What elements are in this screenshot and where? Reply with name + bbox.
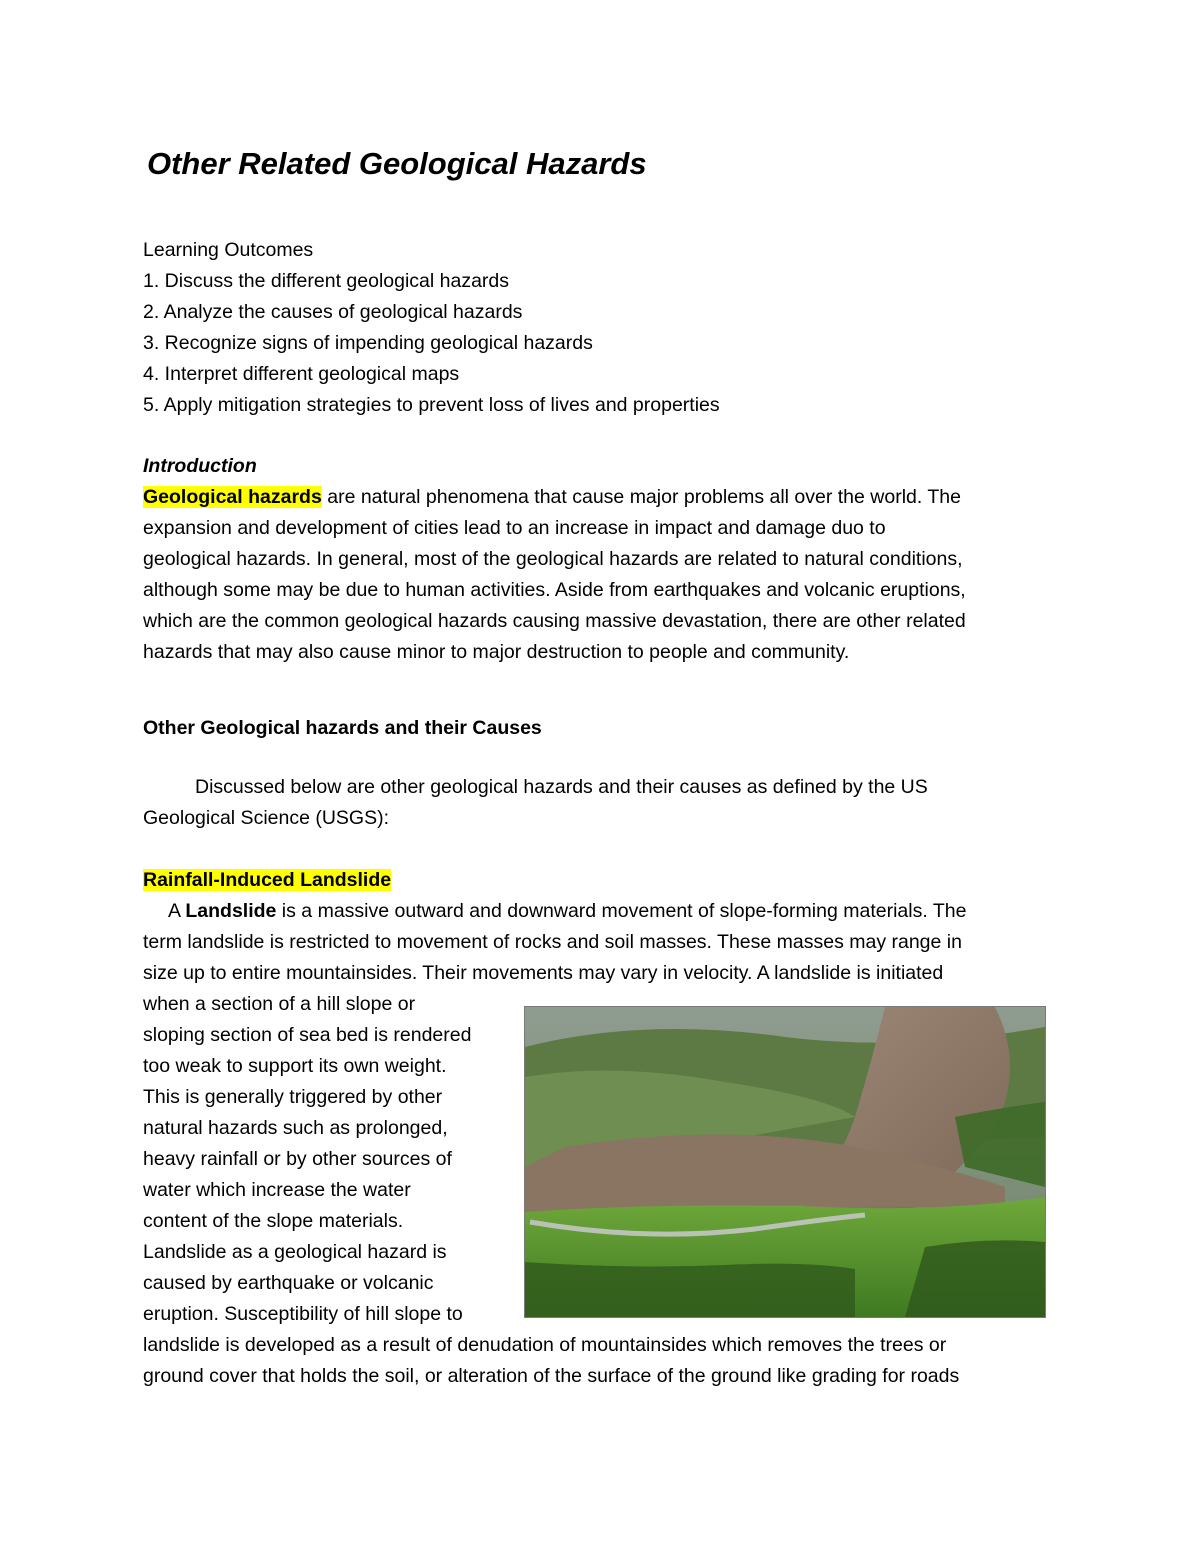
- section-heading: Other Geological hazards and their Causes: [143, 717, 542, 739]
- introduction-heading: Introduction: [143, 455, 257, 477]
- landslide-line: ground cover that holds the soil, or alteration of the surface of the ground like grading for roads: [143, 1365, 960, 1387]
- landslide-text: is a massive outward and downward movement of slope-forming materials. The: [276, 900, 967, 922]
- landslide-wrapped-line: eruption. Susceptibility of hill slope to: [143, 1303, 463, 1325]
- introduction-line: expansion and development of cities lead to an increase in impact and damage duo to: [143, 517, 886, 539]
- section-paragraph-line: Geological Science (USGS):: [143, 807, 390, 829]
- introduction-line: geological hazards. In general, most of the geological hazards are related to natural conditions,: [143, 548, 963, 570]
- landslide-term: Landslide: [185, 900, 277, 922]
- introduction-line: although some may be due to human activities. Aside from earthquakes and volcanic eruptions,: [143, 579, 966, 601]
- landslide-photo: [524, 1006, 1046, 1318]
- introduction-line: [143, 485, 961, 509]
- outcome-item: 5. Apply mitigation strategies to prevent loss of lives and properties: [143, 394, 720, 416]
- introduction-line: which are the common geological hazards causing massive devastation, there are other related: [143, 610, 966, 632]
- landslide-wrapped-line: Landslide as a geological hazard is: [143, 1241, 447, 1263]
- landslide-wrapped-line: content of the slope materials.: [143, 1210, 404, 1232]
- introduction-text: are natural phenomena that cause major problems all over the world. The: [321, 486, 961, 508]
- section-paragraph-line: Discussed below are other geological hazards and their causes as defined by the US: [195, 776, 928, 798]
- landslide-wrapped-line: too weak to support its own weight.: [143, 1055, 447, 1077]
- landslide-wrapped-line: sloping section of sea bed is rendered: [143, 1024, 472, 1046]
- landslide-heading-text: Rainfall-Induced Landslide: [143, 869, 392, 891]
- highlighted-term: Geological hazards: [143, 486, 322, 508]
- outcome-item: 1. Discuss the different geological hazards: [143, 270, 510, 292]
- introduction-line: hazards that may also cause minor to major destruction to people and community.: [143, 641, 850, 663]
- landslide-wrapped-line: natural hazards such as prolonged,: [143, 1117, 448, 1139]
- outcome-item: 3. Recognize signs of impending geological hazards: [143, 332, 593, 354]
- landslide-wrapped-line: This is generally triggered by other: [143, 1086, 443, 1108]
- landslide-photo-graphic: [525, 1007, 1045, 1317]
- landslide-line: size up to entire mountainsides. Their movements may vary in velocity. A landslide is initiated: [143, 962, 944, 984]
- landslide-wrapped-line: when a section of a hill slope or: [143, 993, 416, 1015]
- outcome-item: 4. Interpret different geological maps: [143, 363, 460, 385]
- learning-outcomes-heading: Learning Outcomes: [143, 239, 314, 261]
- landslide-heading: [143, 868, 391, 892]
- landslide-line: term landslide is restricted to movement of rocks and soil masses. These masses may range in: [143, 931, 962, 953]
- page-title: Other Related Geological Hazards: [147, 146, 647, 181]
- outcome-item: 2. Analyze the causes of geological hazards: [143, 301, 523, 323]
- landslide-wrapped-line: water which increase the water: [143, 1179, 411, 1201]
- landslide-line: [168, 899, 966, 923]
- landslide-prefix: A: [168, 900, 186, 922]
- landslide-line: landslide is developed as a result of denudation of mountainsides which removes the trees or: [143, 1334, 947, 1356]
- landslide-wrapped-line: heavy rainfall or by other sources of: [143, 1148, 452, 1170]
- landslide-wrapped-line: caused by earthquake or volcanic: [143, 1272, 434, 1294]
